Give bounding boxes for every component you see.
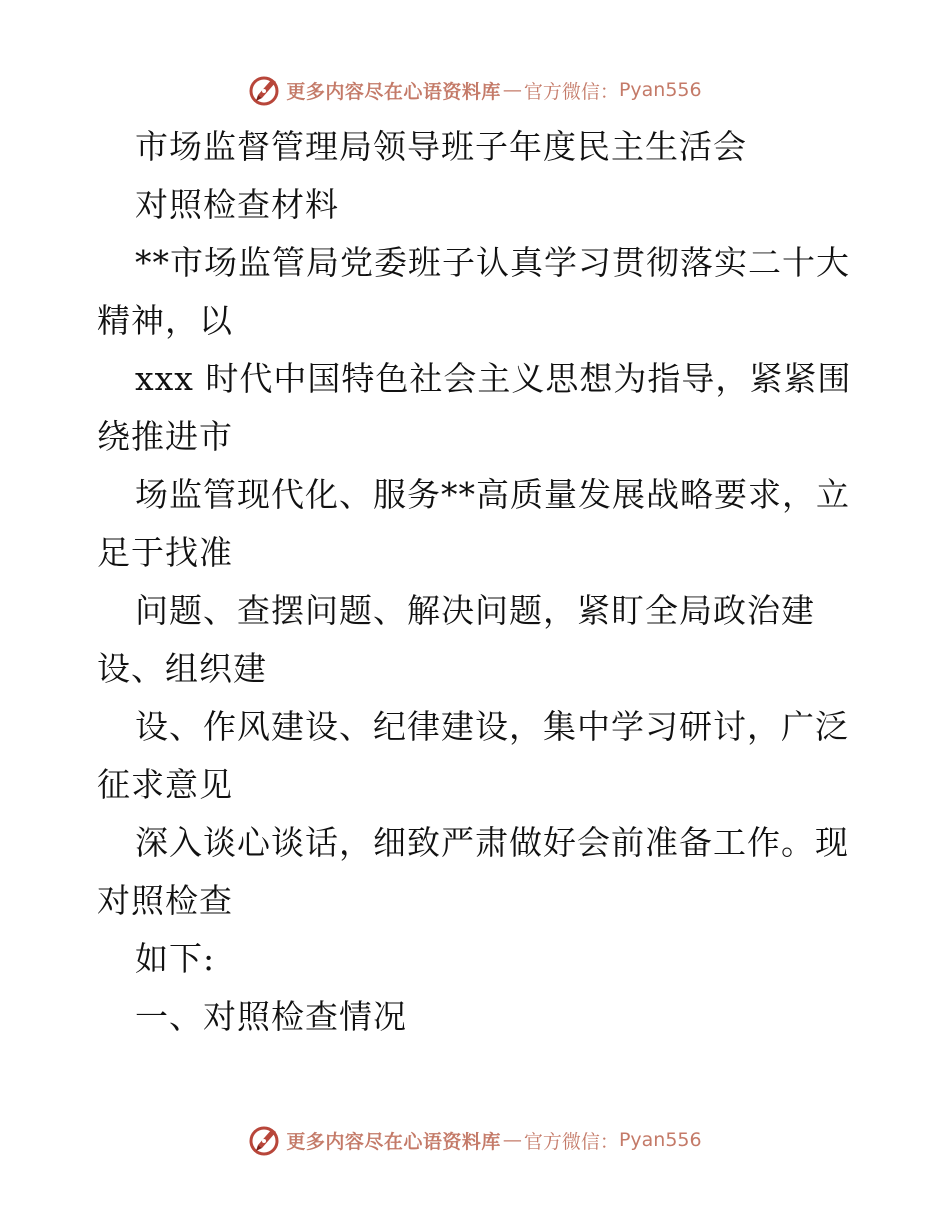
document-body	[97, 118, 857, 1046]
watermark-dash: —	[502, 1129, 522, 1151]
pen-logo-icon	[248, 73, 282, 107]
watermark-wechat-id: Pyan556	[618, 1129, 702, 1151]
document-line: 征求意见	[97, 765, 233, 804]
document-line: 问题、查摆问题、解决问题，紧盯全局政治建	[135, 591, 815, 630]
watermark-sub-text: 官方微信：	[523, 1130, 619, 1153]
document-line: **市场监管局党委班子认真学习贯彻落实二十大	[135, 243, 850, 282]
document-line: xxx 时代中国特色社会主义思想为指导，紧紧围	[135, 359, 852, 398]
document-line: 设、作风建设、纪律建设，集中学习研讨，广泛	[135, 707, 849, 746]
pen-logo-icon	[248, 1123, 282, 1157]
document-line: 精神，以	[97, 301, 233, 340]
document-line: 一、对照检查情况	[135, 997, 407, 1036]
watermark-main-text: 更多内容尽在心语资料库	[286, 80, 501, 103]
document-line: 足于找准	[97, 533, 233, 572]
document-line: 对照检查	[97, 881, 233, 920]
document-line: 设、组织建	[97, 649, 267, 688]
document-line: 场监管现代化、服务**高质量发展战略要求，立	[135, 475, 850, 514]
watermark-group	[248, 73, 701, 107]
header-watermark	[0, 70, 950, 110]
watermark-wechat-id: Pyan556	[618, 79, 702, 101]
document-line: 市场监督管理局领导班子年度民主生活会	[135, 127, 747, 166]
footer-watermark	[0, 1120, 950, 1160]
watermark-group	[248, 1123, 701, 1157]
document-line: 如下:	[135, 939, 216, 978]
watermark-sub-text: 官方微信：	[523, 80, 619, 103]
document-line: 对照检查材料	[135, 185, 339, 224]
watermark-main-text: 更多内容尽在心语资料库	[286, 1130, 501, 1153]
watermark-dash: —	[502, 79, 522, 101]
document-line: 绕推进市	[97, 417, 233, 456]
document-line: 深入谈心谈话，细致严肃做好会前准备工作。现	[135, 823, 849, 862]
